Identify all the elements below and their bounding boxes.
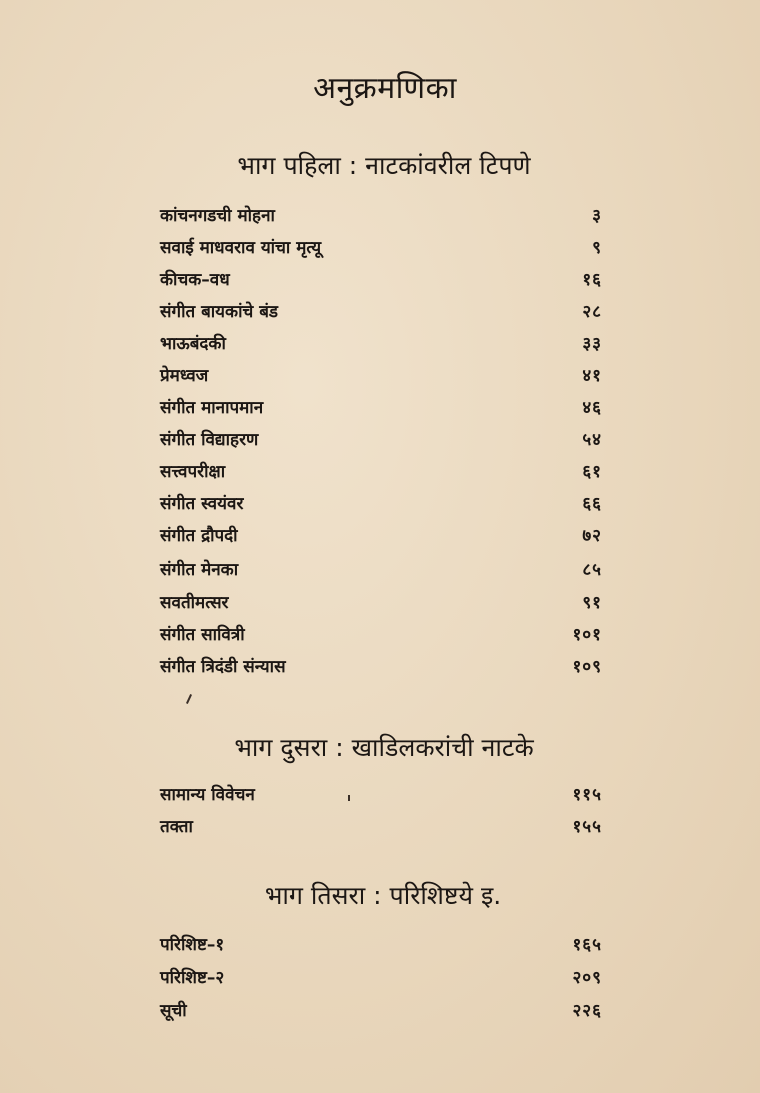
toc-entry[interactable] xyxy=(160,963,602,993)
entry-title: कीचक–वध xyxy=(160,270,230,290)
entry-title: संगीत विद्याहरण xyxy=(160,430,259,450)
entry-page-number: १०९ xyxy=(572,657,602,677)
entry-page-number: १६ xyxy=(582,270,602,290)
toc-entry[interactable] xyxy=(160,457,602,487)
entry-title: संगीत सावित्री xyxy=(160,625,245,645)
entry-page-number: ९ xyxy=(592,238,602,258)
entry-page-number: ९१ xyxy=(582,593,602,613)
entry-page-number: ५४ xyxy=(582,430,602,450)
entry-title: सवाई माधवराव यांचा मृत्यू xyxy=(160,238,322,258)
entry-title: संगीत बायकांचे बंड xyxy=(160,302,279,322)
entry-page-number: ३३ xyxy=(582,334,602,354)
entry-title: कांचनगडची मोहना xyxy=(160,206,275,226)
entry-title: सवतीमत्सर xyxy=(160,593,229,613)
entry-page-number: ७२ xyxy=(582,526,602,546)
entry-page-number: ११५ xyxy=(572,785,602,805)
part-heading-3: भाग तिसरा : परिशिष्टये इ. xyxy=(264,881,502,910)
entry-page-number: ३ xyxy=(592,206,602,226)
entry-page-number: ८५ xyxy=(582,560,602,580)
entry-title: सत्त्वपरीक्षा xyxy=(160,462,226,482)
toc-entry[interactable] xyxy=(160,233,602,263)
entry-page-number: ४१ xyxy=(582,366,602,386)
toc-entry[interactable] xyxy=(160,521,602,551)
toc-entry[interactable] xyxy=(160,489,602,519)
entry-page-number: २८ xyxy=(582,302,602,322)
entry-page-number: ६६ xyxy=(582,494,602,514)
entry-page-number: १६५ xyxy=(572,935,602,955)
toc-entry[interactable] xyxy=(160,393,602,423)
toc-entry[interactable] xyxy=(160,780,602,810)
toc-entry[interactable] xyxy=(160,425,602,455)
entry-title: परिशिष्ट–१ xyxy=(160,935,225,955)
entry-title: भाऊबंदकी xyxy=(160,334,226,354)
entry-title: परिशिष्ट–२ xyxy=(160,968,225,988)
entry-page-number: २०९ xyxy=(572,968,602,988)
entry-title: संगीत मेनका xyxy=(160,560,239,580)
toc-entry[interactable] xyxy=(160,996,602,1026)
entry-page-number: ४६ xyxy=(582,398,602,418)
toc-entry[interactable] xyxy=(160,297,602,327)
entry-title: संगीत स्वयंवर xyxy=(160,494,244,514)
ink-mark xyxy=(186,694,192,704)
toc-entry[interactable] xyxy=(160,588,602,618)
entry-page-number: १५५ xyxy=(572,817,602,837)
entry-title: सामान्य विवेचन xyxy=(160,785,255,805)
toc-entry[interactable] xyxy=(160,329,602,359)
toc-entry[interactable] xyxy=(160,201,602,231)
entry-title: तक्ता xyxy=(160,817,193,837)
part-heading-2: भाग दुसरा : खाडिलकरांची नाटके xyxy=(234,733,534,762)
entry-title: प्रेमध्वज xyxy=(160,366,209,386)
toc-entry[interactable] xyxy=(160,265,602,295)
toc-entry[interactable] xyxy=(160,555,602,585)
entry-page-number: ६१ xyxy=(582,462,602,482)
entry-title: संगीत द्रौपदी xyxy=(160,526,238,546)
toc-entry[interactable] xyxy=(160,812,602,842)
toc-entry[interactable] xyxy=(160,930,602,960)
part-heading-1: भाग पहिला : नाटकांवरील टिपणे xyxy=(237,151,531,180)
ink-mark xyxy=(348,795,350,801)
toc-entry[interactable] xyxy=(160,361,602,391)
toc-entry[interactable] xyxy=(160,620,602,650)
entry-page-number: १०१ xyxy=(572,625,602,645)
entry-title: सूची xyxy=(160,1001,187,1021)
toc-entry[interactable] xyxy=(160,652,602,682)
entry-page-number: २२६ xyxy=(572,1001,602,1021)
entry-title: संगीत त्रिदंडी संन्यास xyxy=(160,657,286,677)
entry-title: संगीत मानापमान xyxy=(160,398,264,418)
page-title: अनुक्रमणिका xyxy=(313,71,457,106)
